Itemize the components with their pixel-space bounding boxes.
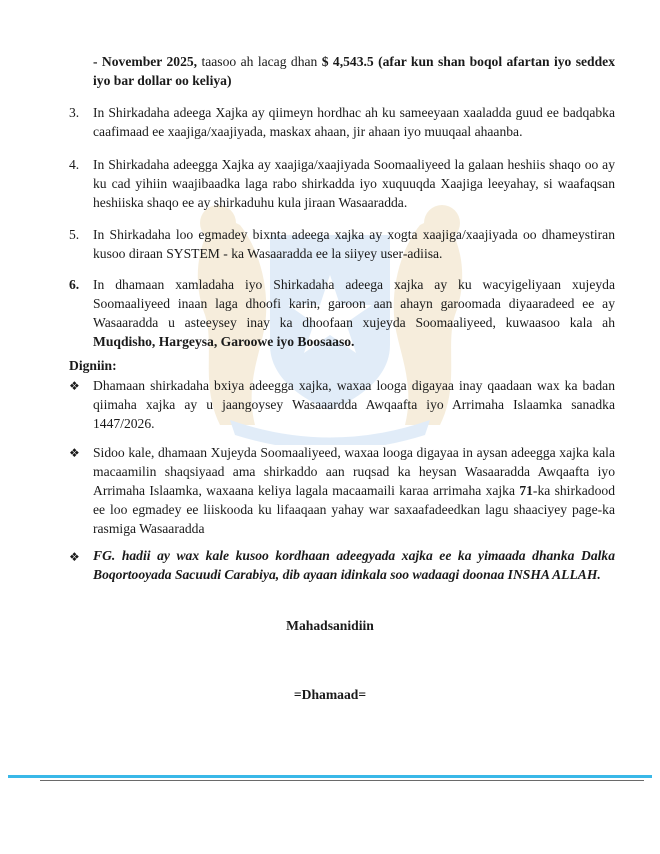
item-6-cities: Muqdisho, Hargeysa, Garoowe iyo Boosaaso. <box>93 334 355 349</box>
footer-accent-line <box>8 775 652 778</box>
bullet-2-text-b: -ka shirkadood ee loo egmadey ee liiskooda ku lifaaqaan yahay war saxaafadeedkan lagu shaaciyey page-ka rasmiga Wasaaradda <box>93 483 615 536</box>
diamond-bullet-icon: ❖ <box>69 379 80 393</box>
item-3-text: In Shirkadaha adeega Xajka ay qiimeyn hordhac ah ku sameeyaan xaaladda guud ee badqabka caafimaad ee xaajiga/xaajiyada, maskax ahaan, jir ahaan iyo muuqaal ahaanba. <box>93 105 615 139</box>
item-4-text: In Shirkadaha adeegga Xajka ay xaajiga/xaajiyada Soomaaliyeed la galaan heshiis shaqo oo ay ku cad yihiin waajibaadka laga rabo shirkadda iyo xuquuqda Xaajiga leeyahay, si waafaqsan heshiiska shaqo ee ay shirkaduhu kula jiraan Wasaaradda. <box>93 157 615 210</box>
warning-bullet-1: Dhamaan shirkadaha bxiya adeegga xajka, waxaa looga digayaa inay qaadaan wax ka badan qiimaha xajka ay u jaangoysey Wasaaardda Awqaafta iyo Arrimaha Islaamka sanadka 1447/2026. <box>93 378 615 431</box>
item-number-3: 3. <box>69 105 80 120</box>
warning-heading: Digniin: <box>69 358 117 373</box>
date-text: - November 2025, <box>93 54 198 69</box>
footer-divider <box>40 780 644 781</box>
intro-text: taasoo ah lacag dhan <box>197 54 322 69</box>
item-6-body: In dhamaan xamladaha iyo Shirkadaha adeega xajka ay ku wacyigeliyaan xujeyda Soomaaliyeed inaan laga dhoofi karin, garoon aan ahayn garoomada diyaaradeed ee ay Wasaaradda u asteeysey inay ka dhoofaan xujeyda Soomaaliyeed, kuwaasoo kala ah <box>93 277 615 330</box>
fg-note: FG. hadii ay wax kale kusoo kordhaan adeegyada xajka ee ka yimaada dhanka Dalka Boqortooyada Sacuudi Carabiya, dib ayaan idinkala soo wadaagi doonaa INSHA ALLAH. <box>93 548 615 582</box>
item-5-text: In Shirkadaha loo egmadey bixnta adeega xajka ay xogta xaajiga/xaajiyada oo dhameystiran kusoo diraan SYSTEM - ka Wasaaradda ee la siiyey user-adiisa. <box>93 227 615 261</box>
item-number-5: 5. <box>69 227 80 242</box>
item-number-6: 6. <box>69 277 80 292</box>
amount-text: $ 4,543.5 (afar kun shan boqol afartan iyo seddex iyo bar dollar oo keliya) <box>93 54 615 88</box>
intro-paragraph <box>93 52 615 90</box>
diamond-bullet-icon: ❖ <box>69 446 80 460</box>
end-line: =Dhamaad= <box>293 687 367 702</box>
bullet-2-count: 71 <box>519 483 533 498</box>
thanks-line: Mahadsanidiin <box>286 618 374 633</box>
item-6-text <box>93 275 615 351</box>
item-number-4: 4. <box>69 157 80 172</box>
bullet-2-text-a: Sidoo kale, dhamaan Xujeyda Soomaaliyeed, waxaa looga digayaa in aysan adeegga xajka kala macaamilin shaqsiyaad ama shirkaddo aan ruqsad ka heysan Wasaaradda Awqaafta iyo Arrimaha Islaamka, waxaana keliya lagala macaamaili karaa arrimaha xajka <box>93 445 615 498</box>
warning-bullet-2 <box>93 443 615 538</box>
diamond-bullet-icon: ❖ <box>69 550 80 564</box>
